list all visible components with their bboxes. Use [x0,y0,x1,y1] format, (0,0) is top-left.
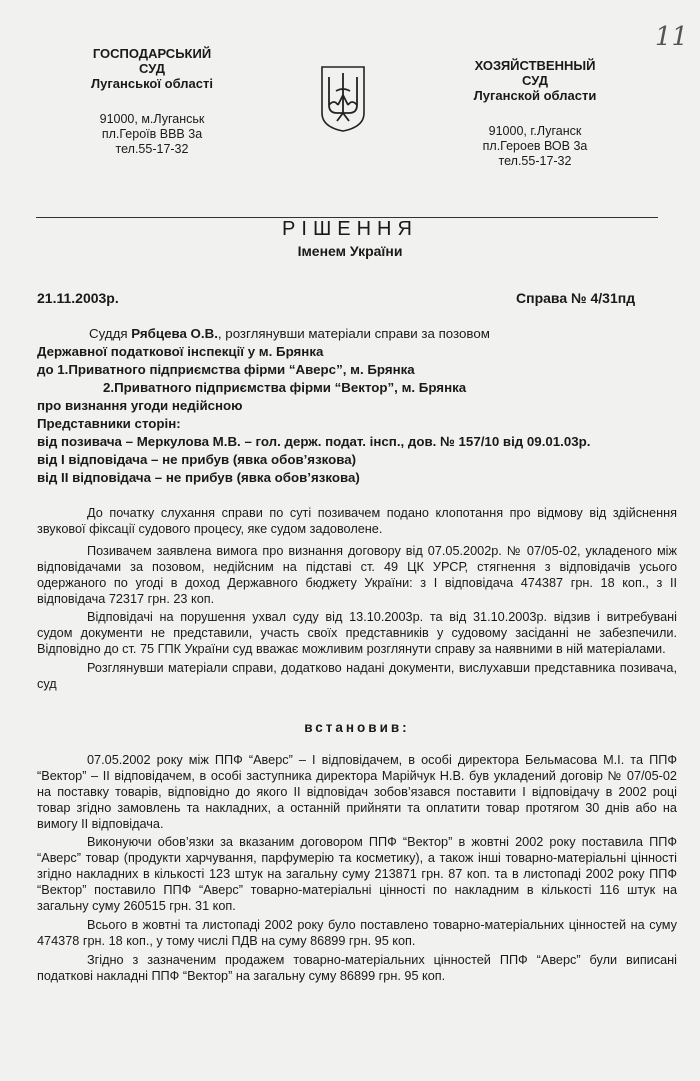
court-type: ГОСПОДАРСЬКИЙ [92,46,212,61]
court-header-ukrainian [62,46,242,157]
document-subtitle: Іменем України [297,243,403,259]
case-subject: про визнання угоди недійсною [37,398,243,413]
address-line: пл.Героїв ВВВ 3а [101,127,203,141]
case-intro [37,325,687,487]
decision-date: 21.11.2003р. [37,290,119,306]
representative-plaintiff: від позивача – Меркулова М.В. – гол. держ. подат. інсп., дов. № 157/10 від 09.01.03р. [37,434,591,449]
representative-defendant-2: від ІІ відповідача – не прибув (явка обов’язкова) [37,470,360,485]
paragraph: До початку слухання справи по суті позивачем подано клопотання про відмову від здійснення звукової фіксації судового процесу, яке судом задоволене. [37,506,677,536]
phone-line: тел.55-17-32 [498,154,572,168]
court-region: Луганської області [91,76,213,91]
representative-defendant-1: від І відповідача – не прибув (явка обов’язкова) [37,452,357,467]
defendant-2: 2.Приватного підприємства фірми “Вектор”, м. Брянка [103,380,467,395]
paragraph: Позивачем заявлена вимога про визнання договору від 07.05.2002р. № 07/05-02, укладеного між відповідачами за позовом, недійсним на підставі ст. 49 ЦК УРСР, стягнення з відповідачів усього одержаного по угоді в доход Державного бюджету України: з І відповідача 474387 грн. 18 коп., з ІІ відповідача 72317 грн. 23 коп. [37,543,677,606]
court-header-russian [440,58,630,169]
court-word: СУД [522,73,548,88]
document-title: РІШЕННЯ [282,218,418,240]
address-line: пл.Героев ВОВ 3а [482,139,588,153]
paragraph: Відповідачі на порушення ухвал суду від 13.10.2003р. та від 31.10.2003р. відзив і витребувані судом документи не представили, участь своїх представників у судовому засіданні не забезпечили. Відповідно до ст. 75 ГПК України суд вважає можливим розглянути справу за наявними в ній матеріалами. [37,610,677,657]
judge-prefix: Суддя [89,326,132,341]
trident-emblem-icon [320,65,366,133]
court-type: ХОЗЯЙСТВЕННЫЙ [474,58,596,73]
address-line: 91000, м.Луганськ [99,112,205,126]
judge-suffix: , розглянувши матеріали справи за позовом [217,326,490,341]
judge-name: Рябцева О.В. [131,326,218,341]
court-region: Луганской области [473,88,597,103]
phone-line: тел.55-17-32 [115,142,189,156]
address-line: 91000, г.Луганск [488,124,582,138]
case-number: Справа № 4/31пд [516,290,636,306]
plaintiff: Державної податкової інспекції у м. Брянка [37,344,324,359]
paragraph: Згідно з зазначеним продажем товарно-матеріальних цінностей ППФ “Аверс” були виписані податкові накладні ППФ “Вектор” на загальну суму 86899 грн. 95 коп. [37,952,677,983]
paragraph: Розглянувши матеріали справи, додатково надані документи, вислухавши представника позивача, суд [37,661,677,692]
established-heading: встановив: [304,719,410,735]
paragraph: 07.05.2002 року між ППФ “Аверс” – І відповідачем, в особі директора Бельмасова М.І. та ППФ “Вектор” – ІІ відповідачем, в особі заступника директора Марійчук Н.В. був укладений договір № 07/05-02 на поставку товарів, відповідно до якого ІІ відповідач зобов’язався поставити І відповідачу в 2002 році товар згідно замовлень та накладних, а останній прийняти та оплатити товар протягом 30 днів або на вимогу ІІ відповідача. [37,752,677,831]
handwritten-page-number: 11 [654,22,688,52]
judge-line [37,325,687,343]
court-address [440,124,630,169]
court-word: СУД [139,61,165,76]
paragraph: Виконуючи обов’язки за вказаним договором ППФ “Вектор” в жовтні 2002 року поставила ППФ “Аверс” товар (продукти харчування, парфумерію та косметику), а також інші товарно-матеріальні цінності згідно накладних в кількості 123 штук на загальну суму 213871 грн. 87 коп. та в листопаді 2002 року ППФ “Вектор” поставило ППФ “Аверс” товарно-матеріальні цінності по накладним в кількості 116 штук на загальну суму 260515 грн. 31 коп. [37,835,677,914]
decision-body [37,506,677,988]
paragraph: Всього в жовтні та листопаді 2002 року було поставлено товарно-матеріальних цінностей на суму 474378 грн. 18 коп., у тому числі ПДВ на суму 86899 грн. 95 коп. [37,917,677,948]
representatives-label: Представники сторін: [37,416,181,431]
court-address [62,112,242,157]
defendant-1: до 1.Приватного підприємства фірми “Аверс”, м. Брянка [37,362,415,377]
